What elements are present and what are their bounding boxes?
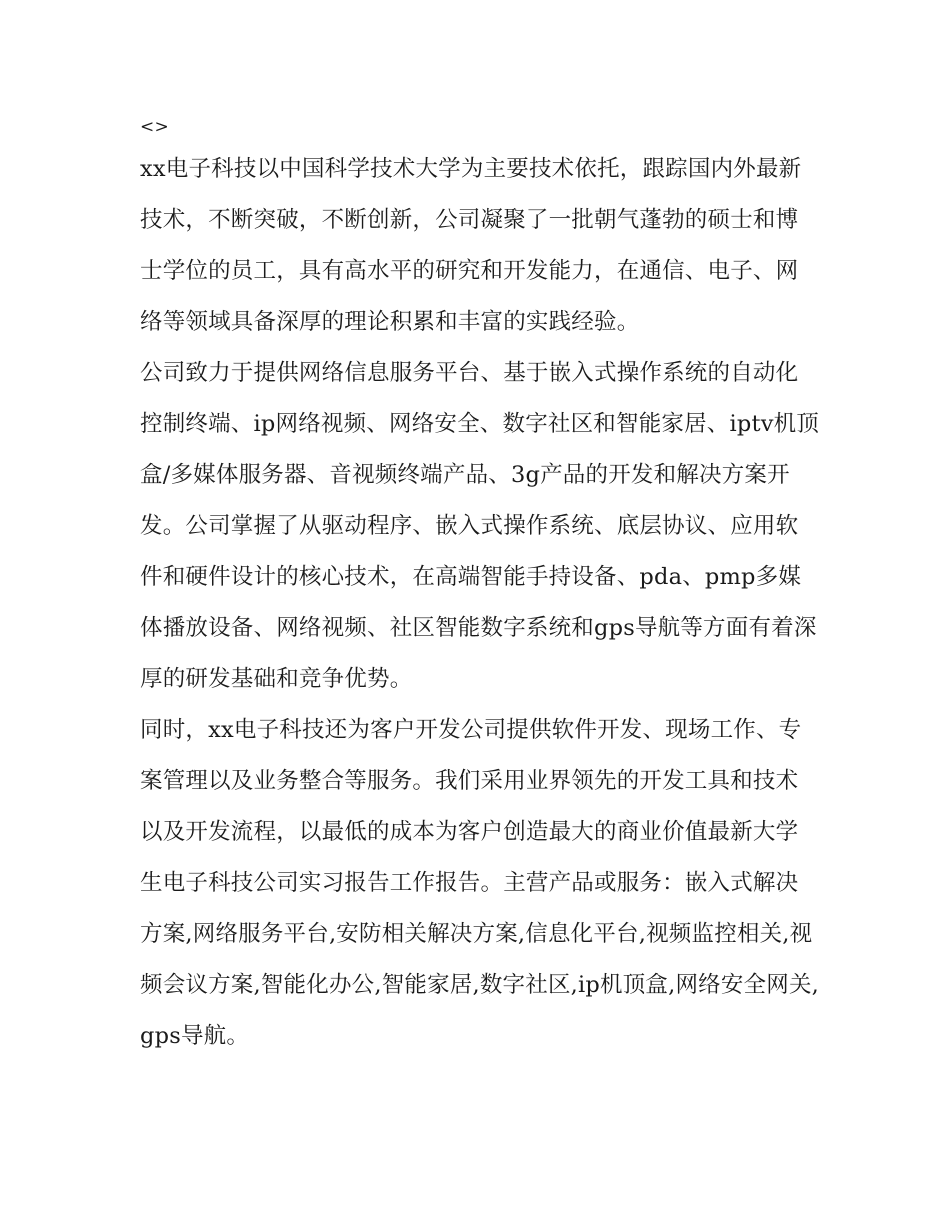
heading-marker: <> bbox=[140, 117, 169, 137]
document-body bbox=[140, 110, 820, 1062]
paragraph-business-scope: 公司致力于提供网络信息服务平台、基于嵌入式操作系统的自动化控制终端、ip网络视频、网络安全、数字社区和智能家居、iptv机顶盒/多媒体服务器、音视频终端产品、3g产品的开发和解决方案开发。公司掌握了从驱动程序、嵌入式操作系统、底层协议、应用软件和硬件设计的核心技术，在高端智能手持设备、pda、pmp多媒体播放设备、网络视频、社区智能数字系统和gps导航等方面有着深厚的研发基础和竞争优势。 bbox=[140, 360, 820, 692]
paragraph-services: 同时，xx电子科技还为客户开发公司提供软件开发、现场工作、专案管理以及业务整合等服务。我们采用业界领先的开发工具和技术以及开发流程，以最低的成本为客户创造最大的商业价值最新大学生电子科技公司实习报告工作报告。主营产品或服务：嵌入式解决方案,网络服务平台,安防相关解决方案,信息化平台,视频监控相关,视频会议方案,智能化办公,智能家居,数字社区,ip机顶盒,网络安全网关,gps导航。 bbox=[140, 717, 820, 1049]
paragraph-company-intro: xx电子科技以中国科学技术大学为主要技术依托，跟踪国内外最新技术，不断突破，不断创新，公司凝聚了一批朝气蓬勃的硕士和博士学位的员工，具有高水平的研究和开发能力，在通信、电子、网络等领域具备深厚的理论积累和丰富的实践经验。 bbox=[140, 156, 802, 335]
